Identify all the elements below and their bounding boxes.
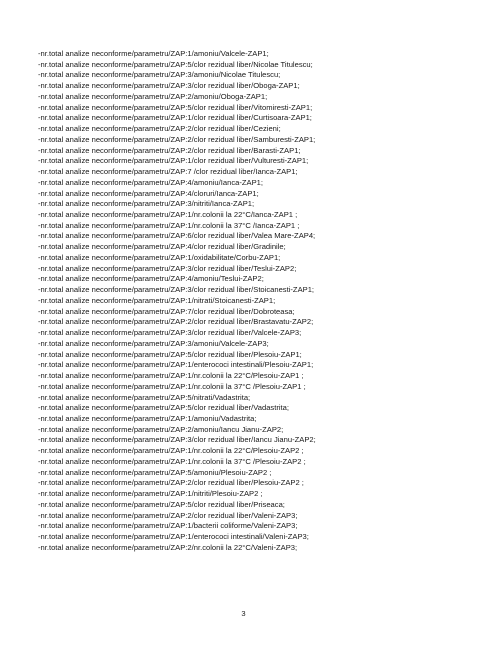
list-item: -nr.total analize neconforme/parametru/ZAP:4/amoniu/Ianca-ZAP1; [38, 177, 263, 187]
list-item: -nr.total analize neconforme/parametru/ZAP:2/clor rezidual liber/Brastavatu-ZAP2; [38, 317, 314, 327]
list-item: -nr.total analize neconforme/parametru/ZAP:1/nr.colonii la 37°C /Plesoiu-ZAP2 ; [38, 456, 306, 466]
list-item: -nr.total analize neconforme/parametru/ZAP:4/clor rezidual liber/Gradinile; [38, 242, 286, 252]
list-item: -nr.total analize neconforme/parametru/ZAP:5/clor rezidual liber/Vitomiresti-ZAP1; [38, 102, 313, 112]
list-item: -nr.total analize neconforme/parametru/ZAP:1/nr.colonii la 22°C/Plesoiu-ZAP2 ; [38, 446, 304, 456]
list-item: -nr.total analize neconforme/parametru/ZAP:1/nr.colonii la 37°C /Plesoiu-ZAP1 ; [38, 381, 306, 391]
list-item: -nr.total analize neconforme/parametru/ZAP:5/clor rezidual liber/Priseaca; [38, 499, 285, 509]
list-item: -nr.total analize neconforme/parametru/ZAP:2/nr.colonii la 22°C/Valeni-ZAP3; [38, 542, 298, 552]
list-item: -nr.total analize neconforme/parametru/ZAP:1/enterococi intestinali/Plesoiu-ZAP1; [38, 360, 314, 370]
list-item: -nr.total analize neconforme/parametru/ZAP:1/oxidabilitate/Corbu-ZAP1; [38, 252, 281, 262]
list-item: -nr.total analize neconforme/parametru/ZAP:5/clor rezidual liber/Vadastrita; [38, 403, 289, 413]
list-item: -nr.total analize neconforme/parametru/ZAP:5/clor rezidual liber/Plesoiu-ZAP1; [38, 349, 302, 359]
list-item: -nr.total analize neconforme/parametru/ZAP:3/clor rezidual liber/Teslui-ZAP2; [38, 263, 297, 273]
list-item: -nr.total analize neconforme/parametru/ZAP:1/nitrati/Stoicanesti-ZAP1; [38, 295, 276, 305]
list-item: -nr.total analize neconforme/parametru/ZAP:1/amoniu/Vadastrita; [38, 413, 257, 423]
list-item: -nr.total analize neconforme/parametru/ZAP:2/clor rezidual liber/Valeni-ZAP3; [38, 510, 298, 520]
list-item: -nr.total analize neconforme/parametru/ZAP:1/nr.colonii la 22°C/Ianca-ZAP1 ; [38, 210, 298, 220]
list-item: -nr.total analize neconforme/parametru/ZAP:2/clor rezidual liber/Plesoiu-ZAP2 ; [38, 478, 304, 488]
list-item: -nr.total analize neconforme/parametru/ZAP:3/amoniu/Nicolae Titulescu; [38, 70, 281, 80]
list-item: -nr.total analize neconforme/parametru/ZAP:5/clor rezidual liber/Nicolae Titulescu; [38, 59, 313, 69]
list-item: -nr.total analize neconforme/parametru/ZAP:1/amoniu/Valcele-ZAP1; [38, 49, 269, 58]
list-item: -nr.total analize neconforme/parametru/ZAP:7 /clor rezidual liber/Ianca-ZAP1; [38, 167, 298, 177]
list-item: -nr.total analize neconforme/parametru/ZAP:2/clor rezidual liber/Samburesti-ZAP1; [38, 134, 316, 144]
list-item: -nr.total analize neconforme/parametru/ZAP:3/amoniu/Valcele-ZAP3; [38, 338, 269, 348]
list-item: -nr.total analize neconforme/parametru/ZAP:1/nitriti/Plesoiu-ZAP2 ; [38, 489, 263, 499]
list-item: -nr.total analize neconforme/parametru/ZAP:3/nitriti/Ianca-ZAP1; [38, 199, 255, 209]
list-item: -nr.total analize neconforme/parametru/ZAP:1/nr.colonii la 22°C/Plesoiu-ZAP1 ; [38, 371, 304, 381]
list-item: -nr.total analize neconforme/parametru/ZAP:3/clor rezidual liber/Iancu Jianu-ZAP2; [38, 435, 316, 445]
list-item: -nr.total analize neconforme/parametru/ZAP:5/nitrati/Vadastrita; [38, 392, 251, 402]
list-item: -nr.total analize neconforme/parametru/ZAP:1/nr.colonii la 37°C /Ianca-ZAP1 ; [38, 220, 300, 230]
list-item: -nr.total analize neconforme/parametru/ZAP:2/clor rezidual liber/Barasti-ZAP1; [38, 145, 301, 155]
list-item: -nr.total analize neconforme/parametru/ZAP:2/amoniu/Oboga-ZAP1; [38, 91, 268, 101]
list-item: -nr.total analize neconforme/parametru/ZAP:4/cloruri/Ianca-ZAP1; [38, 188, 259, 198]
page-number: 3 [241, 609, 246, 618]
list-item: -nr.total analize neconforme/parametru/ZAP:1/enterococi intestinali/Valeni-ZAP3; [38, 532, 309, 542]
nonconforming-analysis-list [38, 49, 478, 554]
list-item: -nr.total analize neconforme/parametru/ZAP:3/clor rezidual liber/Stoicanesti-ZAP1; [38, 285, 315, 295]
list-item: -nr.total analize neconforme/parametru/ZAP:1/clor rezidual liber/Curtisoara-ZAP1; [38, 113, 312, 123]
list-item: -nr.total analize neconforme/parametru/ZAP:3/clor rezidual liber/Oboga-ZAP1; [38, 81, 300, 91]
list-item: -nr.total analize neconforme/parametru/ZAP:4/amoniu/Teslui-ZAP2; [38, 274, 264, 284]
list-item: -nr.total analize neconforme/parametru/ZAP:7/clor rezidual liber/Dobroteasa; [38, 306, 295, 316]
list-item: -nr.total analize neconforme/parametru/ZAP:1/clor rezidual liber/Vulturesti-ZAP1; [38, 156, 309, 166]
list-item: -nr.total analize neconforme/parametru/ZAP:2/clor rezidual liber/Cezieni; [38, 124, 281, 134]
list-item: -nr.total analize neconforme/parametru/ZAP:2/amoniu/Iancu Jianu-ZAP2; [38, 424, 284, 434]
list-item: -nr.total analize neconforme/parametru/ZAP:5/amoniu/Plesoiu-ZAP2 ; [38, 467, 272, 477]
list-item: -nr.total analize neconforme/parametru/ZAP:3/clor rezidual liber/Valcele-ZAP3; [38, 328, 302, 338]
list-item: -nr.total analize neconforme/parametru/ZAP:1/bacterii coliforme/Valeni-ZAP3; [38, 521, 298, 531]
list-item: -nr.total analize neconforme/parametru/ZAP:6/clor rezidual liber/Valea Mare-ZAP4; [38, 231, 316, 241]
